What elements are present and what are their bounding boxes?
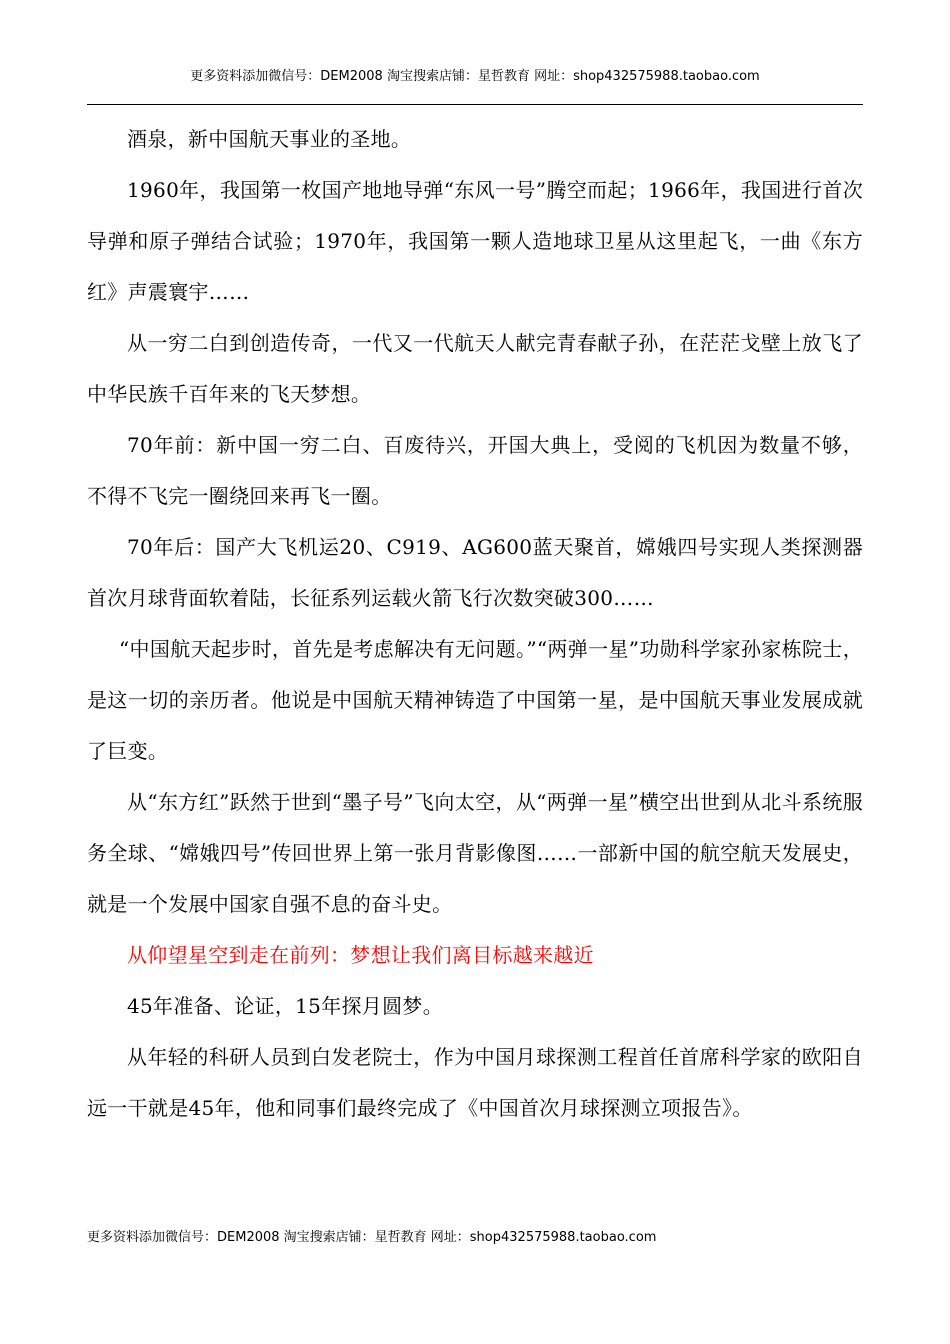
paragraph-3: 从一穷二白到创造传奇，一代又一代航天人献完青春献子孙，在茫茫戈壁上放飞了中华民族千百年来的飞天梦想。: [87, 331, 863, 406]
document-body: [87, 114, 863, 1134]
paragraph-7: 从“东方红”跃然于世到“墨子号”飞向太空，从“两弹一星”横空出世到从北斗系统服务全球、“嫦娥四号”传回世界上第一张月背影像图……一部新中国的航空航天发展史，就是一个发展中国家自强不息的奋斗史。: [87, 790, 863, 916]
page-header: 更多资料添加微信号：DEM2008 淘宝搜索店铺：星哲教育 网址：shop432575988.taobao.com: [190, 69, 760, 84]
header-divider: [87, 104, 863, 105]
paragraph-9: 从年轻的科研人员到白发老院士，作为中国月球探测工程首任首席科学家的欧阳自远一干就是45年，他和同事们最终完成了《中国首次月球探测立项报告》。: [87, 1045, 863, 1120]
section-heading: 从仰望星空到走在前列：梦想让我们离目标越来越近: [127, 943, 594, 967]
paragraph-6-quote: “中国航天起步时，首先是考虑解决有无问题。”“两弹一星”功勋科学家孙家栋院士，是这一切的亲历者。他说是中国航天精神铸造了中国第一星，是中国航天事业发展成就了巨变。: [87, 637, 863, 763]
page-footer: 更多资料添加微信号：DEM2008 淘宝搜索店铺：星哲教育 网址：shop432575988.taobao.com: [87, 1230, 657, 1245]
paragraph-1: 酒泉，新中国航天事业的圣地。: [127, 127, 412, 151]
paragraph-2: 1960年，我国第一枚国产地地导弹“东风一号”腾空而起；1966年，我国进行首次导弹和原子弹结合试验；1970年，我国第一颗人造地球卫星从这里起飞，一曲《东方红》声震寰宇……: [87, 178, 863, 304]
paragraph-8: 45年准备、论证，15年探月圆梦。: [127, 994, 443, 1018]
paragraph-4: 70年前：新中国一穷二白、百废待兴，开国大典上，受阅的飞机因为数量不够，不得不飞完一圈绕回来再飞一圈。: [87, 433, 863, 508]
paragraph-5: 70年后：国产大飞机运20、C919、AG600蓝天聚首，嫦娥四号实现人类探测器首次月球背面软着陆，长征系列运载火箭飞行次数突破300……: [87, 535, 863, 610]
